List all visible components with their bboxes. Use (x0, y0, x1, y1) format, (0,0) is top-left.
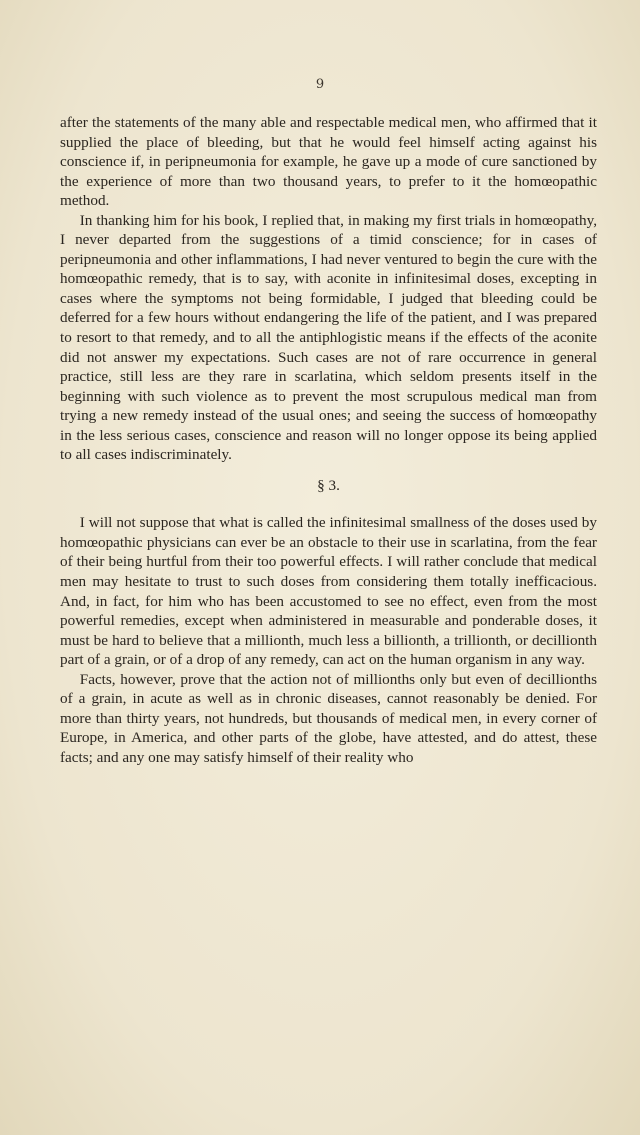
paragraph-infinitesimal-doses: I will not suppose that what is called the infinitesimal smallness of the doses used by homœopathic physicians can ever be an obstacle to their use in scarlatina, from the fear of their being hurtful from their too powerful effects. I will rather conclude that medical men may hesitate to trust to such doses from considering them totally inefficacious. And, in fact, for him who has been accustomed to see no effect, even from the most powerful remedies, except when administered in measurable and ponderable doses, it must be hard to believe that a millionth, much less a billionth, a trillionth, or decillionth part of a grain, or of a drop of any remedy, can act on the human organism in any way. (60, 514, 597, 669)
paragraph-reply: In thanking him for his book, I replied that, in making my first trials in homœopathy, I never departed from the suggestions of a timid conscience; for in cases of peripneumonia and other inflammations, I had never ventured to begin the cure with the homœopathic remedy, that is to say, with aconite in infinitesimal doses, excepting in cases where the symptoms not being formidable, I judged that bleeding could be deferred for a few hours without endangering the life of the patient, and I was prepared to resort to that remedy, and to all the antiphlogistic means if the effects of the aconite did not answer my expectations. Such cases are not of rare occurrence in general practice, still less are they rare in scarlatina, which seldom presents itself in the beginning with such violence as to prevent the most scrupulous medical man from trying a new remedy instead of the usual ones; and seeing the success of homœopathy in the less serious cases, conscience and reason will no longer oppose its being applied to all cases indiscriminately. (60, 211, 597, 464)
body-text (60, 113, 597, 768)
paragraph-continuation: after the statements of the many able and respectable medical men, who affirmed that it supplied the place of bleeding, but that he would feel himself acting against his conscience if, in peripneumonia for example, he gave up a mode of cure sanctioned by the experience of more than two thousand years, to prefer to it the homœopathic method. (60, 114, 597, 210)
paragraph-facts: Facts, however, prove that the action not of millionths only but even of decillionths of a grain, in acute as well as in chronic diseases, cannot reasonably be denied. For more than thirty years, not hundreds, but thousands of medical men, in every corner of Europe, in America, and other parts of the globe, have attested, and do attest, these facts; and any one may satisfy himself of their reality who (60, 670, 597, 766)
section-heading: § 3. (317, 476, 340, 494)
page-number: 9 (315, 77, 325, 92)
